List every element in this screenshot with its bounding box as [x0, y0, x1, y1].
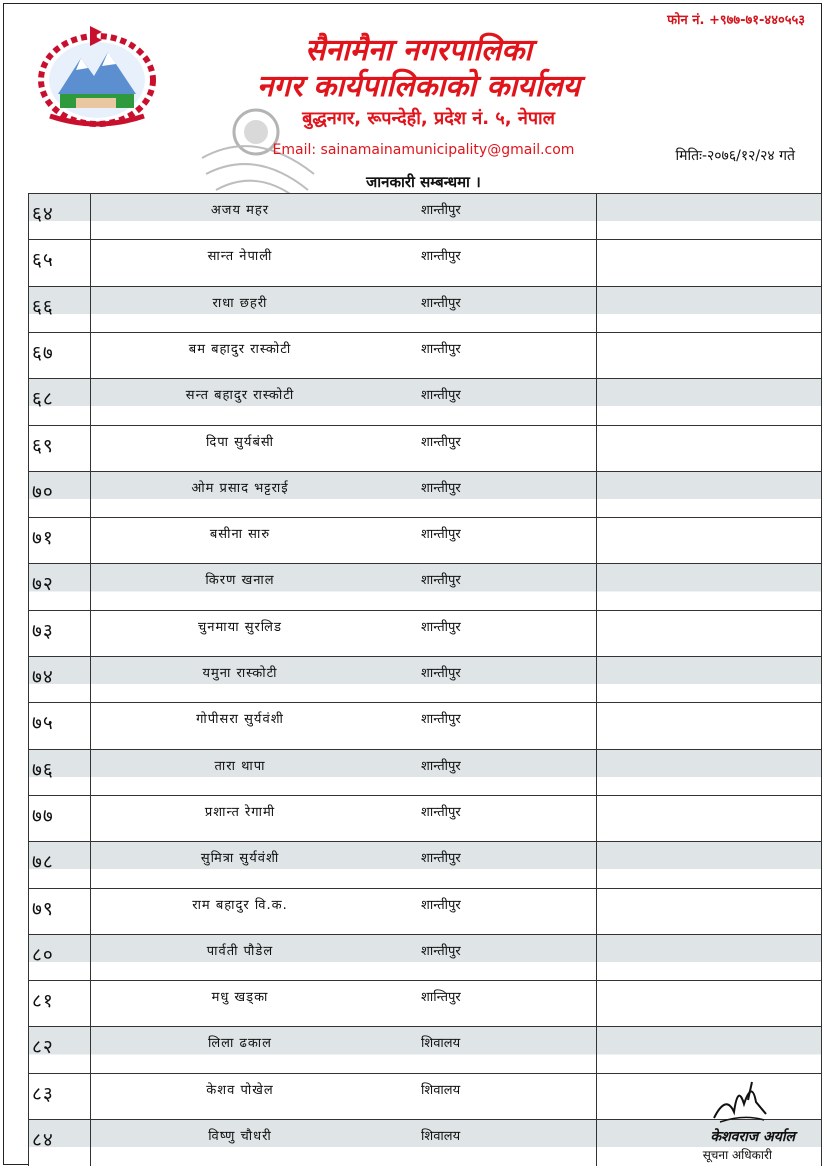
table-row	[28, 610, 822, 656]
row-serial-number: ७६	[32, 758, 54, 781]
office-address: बुद्धनगर, रूपन्देही, प्रदेश नं. ५, नेपाल	[302, 108, 555, 129]
row-person-name: ओम प्रसाद भट्टराई	[191, 480, 289, 496]
row-address: शान्तीपुर	[421, 480, 461, 496]
row-serial-number: ६४	[32, 203, 54, 225]
letter-subject: जानकारी सम्बन्धमा ।	[366, 173, 481, 191]
table-row	[28, 286, 822, 332]
row-serial-number: ८२	[32, 1036, 54, 1059]
table-row	[28, 702, 822, 748]
table-row	[28, 563, 822, 609]
row-person-name: तारा थापा	[214, 758, 266, 774]
municipality-title: सैनामैना नगरपालिका	[304, 33, 533, 68]
row-address: शान्तीपुर	[421, 666, 461, 681]
table-divider-remarks	[596, 193, 597, 1166]
row-serial-number: ७१	[32, 527, 54, 550]
row-address: शान्तीपुर	[421, 388, 461, 404]
table-row	[28, 980, 822, 1026]
table-row	[28, 425, 822, 471]
row-address: शिवालय	[421, 1082, 461, 1098]
row-person-name: सुमित्रा सुर्यवंशी	[200, 851, 280, 867]
row-address: शान्तीपुर	[421, 943, 461, 959]
row-serial-number: ७४	[32, 666, 54, 688]
row-serial-number: ६५	[32, 249, 54, 272]
row-person-name: राधा छहरी	[212, 295, 268, 311]
row-person-name: बसीना सारु	[209, 527, 271, 543]
row-address: शान्तीपुर	[421, 804, 461, 820]
signature-mark-icon	[708, 1074, 772, 1128]
row-person-name: राम बहादुर वि.क.	[192, 897, 288, 913]
row-address: शिवालय	[421, 1036, 461, 1052]
row-person-name: अजय महर	[210, 203, 270, 218]
row-serial-number: ७९	[32, 897, 54, 920]
table-border-left	[28, 193, 29, 1166]
row-address: शान्तीपुर	[421, 527, 461, 543]
row-address: शान्तीपुर	[421, 712, 461, 728]
row-serial-number: ६९	[32, 434, 54, 457]
row-person-name: पार्वती पौडेल	[206, 943, 274, 959]
row-person-name: मधु खड्का	[211, 990, 269, 1006]
row-address: शान्तीपुर	[421, 249, 461, 265]
row-person-name: केशव पोखेल	[206, 1082, 274, 1098]
table-row	[28, 795, 822, 841]
row-address: शान्तीपुर	[421, 758, 461, 774]
table-row	[28, 1073, 822, 1119]
row-person-name: लिला ढकाल	[208, 1036, 272, 1052]
row-person-name: सन्त बहादुर रास्कोटी	[185, 388, 295, 404]
row-serial-number: ७२	[32, 573, 54, 596]
letter-date: मितिः-२०७६/१२/२४ गते	[675, 148, 795, 164]
row-person-name: विष्णु चौधरी	[208, 1129, 272, 1144]
table-row	[28, 1026, 822, 1072]
row-serial-number: ८४	[32, 1129, 54, 1151]
row-serial-number: ७३	[32, 619, 54, 642]
row-person-name: सान्त नेपाली	[207, 249, 273, 265]
row-person-name: गोपीसरा सुर्यवंशी	[196, 712, 284, 728]
table-row	[28, 656, 822, 702]
table-row	[28, 471, 822, 517]
table-border-right	[821, 193, 822, 1166]
row-address: शान्तीपुर	[421, 434, 461, 450]
row-serial-number: ७५	[32, 712, 54, 735]
row-address: शान्तीपुर	[421, 341, 461, 357]
row-serial-number: ८३	[32, 1082, 54, 1105]
row-person-name: यमुना रास्कोटी	[202, 666, 278, 681]
row-address: शान्तिपुर	[421, 990, 461, 1006]
table-row	[28, 378, 822, 424]
row-serial-number: ६७	[32, 341, 54, 364]
row-address: शान्तीपुर	[421, 203, 461, 218]
row-serial-number: ८०	[32, 943, 54, 966]
table-row	[28, 193, 822, 239]
row-serial-number: ७०	[32, 480, 54, 503]
office-title: नगर कार्यपालिकाको कार्यालय	[256, 69, 581, 104]
row-address: शान्तीपुर	[421, 851, 461, 867]
row-person-name: चुनमाया सुरलिड	[198, 619, 282, 635]
phone-number: फोन नं. +९७७-७१-४४०५५३	[667, 13, 805, 28]
office-email: Email: sainamainamunicipality@gmail.com	[272, 142, 575, 158]
row-serial-number: ६८	[32, 388, 54, 411]
row-address: शिवालय	[421, 1129, 461, 1144]
table-row	[28, 239, 822, 285]
row-address: शान्तीपुर	[421, 619, 461, 635]
table-row	[28, 888, 822, 934]
row-serial-number: ७७	[32, 804, 54, 827]
row-person-name: दिपा सुर्यबंसी	[205, 434, 275, 450]
row-serial-number: ८१	[32, 990, 54, 1013]
signatory-name: केशवराज अर्याल	[710, 1129, 795, 1145]
row-address: शान्तीपुर	[421, 295, 461, 311]
signatory-role: सूचना अधिकारी	[702, 1148, 772, 1162]
row-serial-number: ७८	[32, 851, 54, 874]
row-person-name: किरण खनाल	[205, 573, 275, 589]
beneficiary-table	[28, 193, 822, 1166]
row-address: शान्तीपुर	[421, 573, 461, 589]
row-person-name: प्रशान्त रेगामी	[204, 804, 276, 820]
table-divider-num	[90, 193, 91, 1166]
table-row	[28, 841, 822, 887]
row-serial-number: ६६	[32, 295, 54, 318]
table-row	[28, 934, 822, 980]
table-row	[28, 749, 822, 795]
row-address: शान्तीपुर	[421, 897, 461, 913]
table-row	[28, 517, 822, 563]
table-row	[28, 332, 822, 378]
row-person-name: बम बहादुर रास्कोटी	[188, 341, 292, 357]
